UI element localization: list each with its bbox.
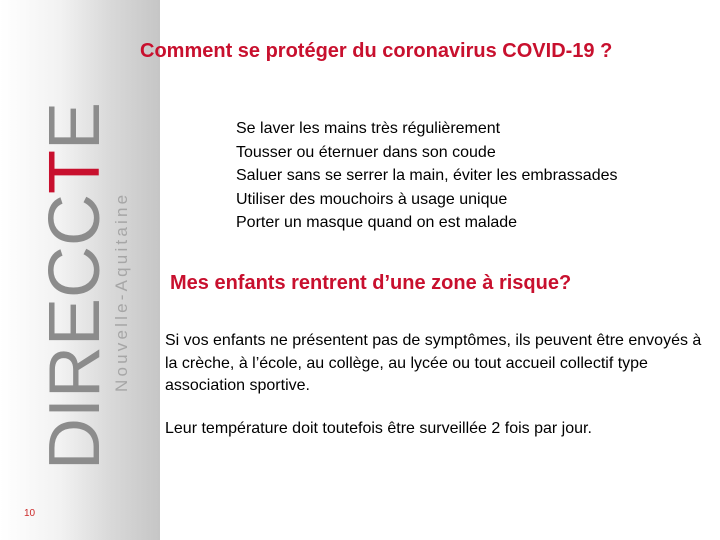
prevention-tips-list <box>236 117 618 235</box>
children-advice-paragraph: Si vos enfants ne présentent pas de symptômes, ils peuvent être envoyés à la crèche, à l’école, au collège, au lycée ou tout accueil collectif type association sportive. <box>165 332 702 394</box>
direccte-logo <box>35 101 131 470</box>
logo-wordmark <box>35 101 115 470</box>
logo-wordmark-prefix: DIRECC <box>35 193 115 470</box>
list-item: Porter un masque quand on est malade <box>236 214 518 231</box>
list-item: Utiliser des mouchoirs à usage unique <box>236 190 508 208</box>
section-heading: Mes enfants rentrent d’une zone à risque? <box>170 272 572 294</box>
page-title: Comment se protéger du coronavirus COVID-19 ? <box>140 40 613 62</box>
logo-wordmark-accent: T <box>35 150 115 194</box>
list-item: Saluer sans se serrer la main, éviter les embrassades <box>236 167 618 184</box>
list-item: Se laver les mains très régulièrement <box>236 120 501 137</box>
logo-region: Nouvelle-Aquitaine <box>112 191 131 392</box>
list-item: Tousser ou éternuer dans son coude <box>236 143 496 161</box>
logo-wordmark-suffix: E <box>35 101 115 150</box>
temperature-advice-paragraph: Leur température doit toutefois être surveillée 2 fois par jour. <box>165 420 592 437</box>
page-number: 10 <box>24 508 36 519</box>
sidebar-band <box>0 0 160 540</box>
